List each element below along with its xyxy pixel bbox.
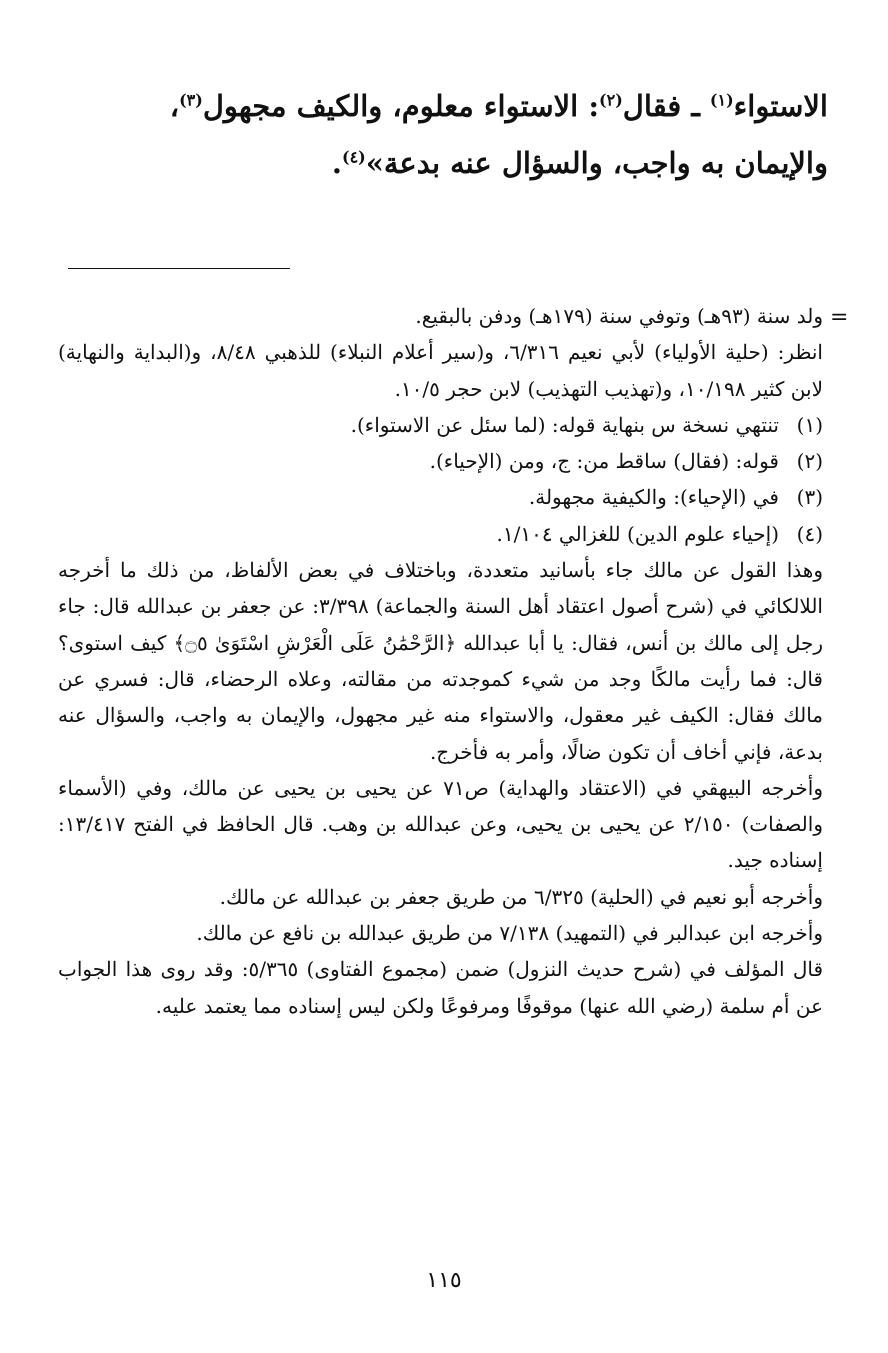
footnote-separator [68, 268, 290, 269]
footnote-text: في (الإحياء): والكيفية مجهولة. [528, 485, 779, 510]
main-text-segment: : الاستواء معلوم، والكيف مجهول [202, 89, 600, 123]
main-line-2 [55, 135, 828, 192]
footnote-item [58, 443, 823, 479]
footnote-marker: (١) [709, 90, 734, 110]
footnote-marker: (٢) [599, 90, 623, 110]
main-text-segment: ـ فقال [622, 89, 710, 123]
footnote-number: (١) [796, 412, 823, 437]
continuation-marker: = [830, 305, 849, 330]
footnote-paragraph: وأخرجه ابن عبدالبر في (التمهيد) ٧/١٣٨ من طريق عبدالله بن نافع عن مالك. [196, 921, 823, 946]
footnote-text: (إحياء علوم الدين) للغزالي ١/١٠٤. [496, 521, 779, 546]
footnote-text: تنتهي نسخة س بنهاية قوله: (لما سئل عن الاستواء). [350, 412, 779, 437]
main-line-1 [55, 78, 828, 135]
main-text-segment: الاستواء [733, 89, 828, 123]
footnote-item [58, 516, 823, 552]
main-text-segment: ، [169, 89, 180, 123]
footnote-paragraph: وأخرجه البيهقي في (الاعتقاد والهداية) ص٧١ عن يحيى بن يحيى عن مالك، وفي (الأسماء والصفات) ٢/١٥٠ عن يحيى بن يحيى، وعن عبدالله بن وهب. قال الحافظ في الفتح ١٣/٤١٧: إسناده جيد. [58, 775, 823, 873]
main-text-segment: والإيمان به واجب، والسؤال عنه بدعة» [365, 146, 828, 180]
footnote-item [58, 407, 823, 443]
footnote-continuation: ولد سنة (٩٣هـ) وتوفي سنة (١٧٩هـ) ودفن بالبقيع. [415, 304, 823, 328]
main-text-segment: . [331, 146, 342, 180]
footnote-text: قوله: (فقال) ساقط من: ج، ومن (الإحياء). [429, 449, 779, 474]
footnotes-section [58, 298, 823, 1024]
footnote-number: (٢) [796, 449, 823, 474]
footnote-paragraph: وهذا القول عن مالك جاء بأسانيد متعددة، وباختلاف في بعض الألفاظ، من ذلك ما أخرجه اللالكائي في (شرح أصول اعتقاد أهل السنة والجماعة) ٣/٣٩٨: عن جعفر بن عبدالله قال: جاء رجل إلى مالك بن أنس، فقال: يا أبا عبدالله ﴿الرَّحْمَٰنُ عَلَى الْعَرْشِ اسْتَوَىٰ ۝٥﴾ كيف استوى؟ قال: فما رأيت مالكًا وجد من شيء كموجدته من مقالته، وعلاه الرحضاء، قال: فسري عن مالك فقال: الكيف غير معقول، والاستواء منه غير مجهول، والإيمان به واجب، والسؤال عنه بدعة، فإني أخاف أن تكون ضالًا، وأمر به فأخرج. [58, 558, 823, 764]
main-text [55, 78, 828, 192]
footnote-continuation: انظر: (حلية الأولياء) لأبي نعيم ٦/٣١٦، و(سير أعلام النبلاء) للذهبي ٨/٤٨، و(البداية والنهاية) لابن كثير ١٠/١٩٨، و(تهذيب التهذيب) لابن حجر ١٠/٥. [58, 340, 823, 401]
footnote-number: (٤) [796, 521, 823, 546]
footnote-paragraph: قال المؤلف في (شرح حديث النزول) ضمن (مجموع الفتاوى) ٥/٣٦٥: وقد روى هذا الجواب عن أم سلمة (رضي الله عنها) موقوفًا ومرفوعًا ولكن ليس إسناده مما يعتمد عليه. [58, 957, 824, 1018]
footnote-item [58, 479, 823, 515]
footnote-paragraph: وأخرجه أبو نعيم في (الحلية) ٦/٣٢٥ من طريق جعفر بن عبدالله عن مالك. [219, 884, 823, 909]
footnote-number: (٣) [796, 485, 823, 510]
footnote-marker: (٣) [179, 90, 203, 110]
page-number: ١١٥ [426, 1268, 462, 1293]
footnote-marker: (٤) [342, 147, 366, 167]
